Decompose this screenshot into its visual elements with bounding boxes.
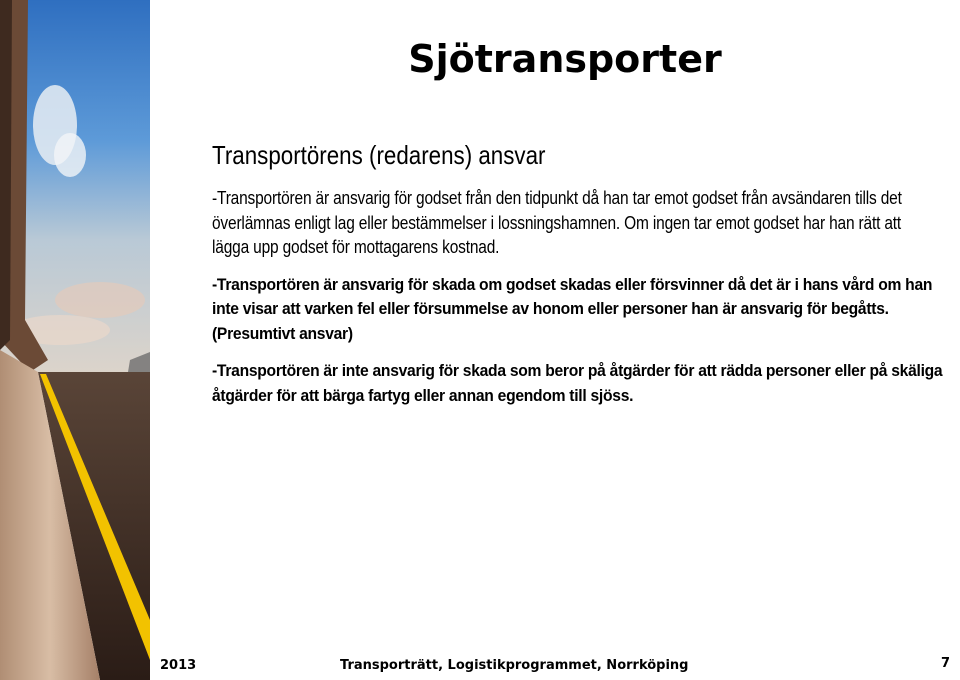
footer-year: 2013 xyxy=(160,658,197,673)
slide-content xyxy=(212,138,947,421)
paragraph-damage-liability: -Transportören är ansvarig för skada om godset skadas eller försvinner då det är i hans vård om han inte visar att varken fel eller försummelse av honom eller personer han är ansvarig för begåtts. (Presumtivt ansvar) xyxy=(212,274,933,343)
page-number: 7 xyxy=(940,656,950,671)
footer-text: Transporträtt, Logistikprogrammet, Norrköping xyxy=(340,658,689,673)
paragraph-exemption: -Transportören är inte ansvarig för skada som beror på åtgärder för att rädda personer eller på skäliga åtgärder för att bärga fartyg eller annan egendom till sjöss. xyxy=(212,361,943,405)
slide-subtitle: Transportörens (redarens) ansvar xyxy=(212,140,546,170)
slide-title: Sjötransporter xyxy=(408,37,722,81)
paragraph-responsibility-period: -Transportören är ansvarig för godset från den tidpunkt då han tar emot godset från avsändaren tills det överlämnas enligt lag eller bestämmelser i lossningshamnen. Om ingen tar emot godset har han rätt att lägga upp godset för mottagarens kostnad. xyxy=(212,188,902,257)
bridge-road-image xyxy=(0,0,150,680)
